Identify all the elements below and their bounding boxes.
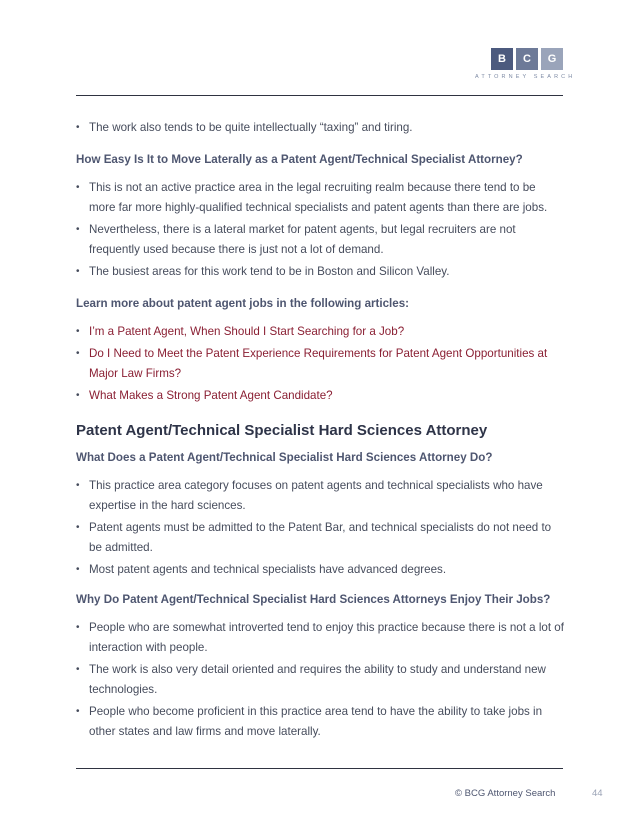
list-item: • Nevertheless, there is a lateral market for patent agents, but legal recruiters are not frequently used because there is just not a lot of demand. bbox=[76, 220, 564, 260]
article-link[interactable]: Do I Need to Meet the Patent Experience Requirements for Patent Agent Opportunities at Major Law Firms? bbox=[89, 347, 548, 380]
question-heading-why: Why Do Patent Agent/Technical Specialist Hard Sciences Attorneys Enjoy Their Jobs? bbox=[76, 593, 551, 606]
learn-more-heading: Learn more about patent agent jobs in the following articles: bbox=[76, 297, 410, 310]
list-item: • The work is also very detail oriented and requires the ability to study and understand new technologies. bbox=[76, 660, 564, 700]
section-title: Patent Agent/Technical Specialist Hard Sciences Attorney bbox=[76, 422, 488, 439]
footer-divider bbox=[76, 768, 563, 769]
article-link[interactable]: I’m a Patent Agent, When Should I Start Searching for a Job? bbox=[89, 325, 405, 338]
list-item: • This is not an active practice area in the legal recruiting realm because there tend to be more far more highly-qualified technical specialists and patent agents than there are jobs. bbox=[76, 178, 564, 218]
list-item: • Most patent agents and technical specialists have advanced degrees. bbox=[76, 560, 564, 580]
page-number: 44 bbox=[592, 788, 603, 799]
page-content bbox=[76, 118, 564, 744]
logo-letter-c: C bbox=[516, 48, 538, 70]
logo-boxes bbox=[491, 48, 590, 70]
list-item: • People who become proficient in this practice area tend to have the ability to take jobs in other states and law firms and move laterally. bbox=[76, 702, 564, 742]
logo-tagline: ATTORNEY SEARCH bbox=[475, 74, 576, 80]
article-link[interactable]: What Makes a Strong Patent Agent Candidate? bbox=[89, 389, 333, 402]
question-heading-what: What Does a Patent Agent/Technical Specialist Hard Sciences Attorney Do? bbox=[76, 451, 493, 464]
article-link-item[interactable] bbox=[76, 344, 564, 384]
list-item: • The busiest areas for this work tend to be in Boston and Silicon Valley. bbox=[76, 262, 564, 282]
list-item: • Patent agents must be admitted to the Patent Bar, and technical specialists do not need to be admitted. bbox=[76, 518, 564, 558]
header-divider bbox=[76, 95, 563, 96]
article-link-item[interactable] bbox=[76, 386, 564, 406]
list-item: • People who are somewhat introverted tend to enjoy this practice because there is not a lot of interaction with people. bbox=[76, 618, 564, 658]
bcg-logo bbox=[475, 48, 590, 80]
list-item: • This practice area category focuses on patent agents and technical specialists who have expertise in the hard sciences. bbox=[76, 476, 564, 516]
question-heading-lateral: How Easy Is It to Move Laterally as a Patent Agent/Technical Specialist Attorney? bbox=[76, 153, 523, 166]
list-item: • The work also tends to be quite intellectually “taxing” and tiring. bbox=[76, 118, 564, 138]
article-link-item[interactable] bbox=[76, 322, 564, 342]
logo-letter-g: G bbox=[541, 48, 563, 70]
footer-copyright: © BCG Attorney Search bbox=[455, 788, 556, 799]
logo-letter-b: B bbox=[491, 48, 513, 70]
